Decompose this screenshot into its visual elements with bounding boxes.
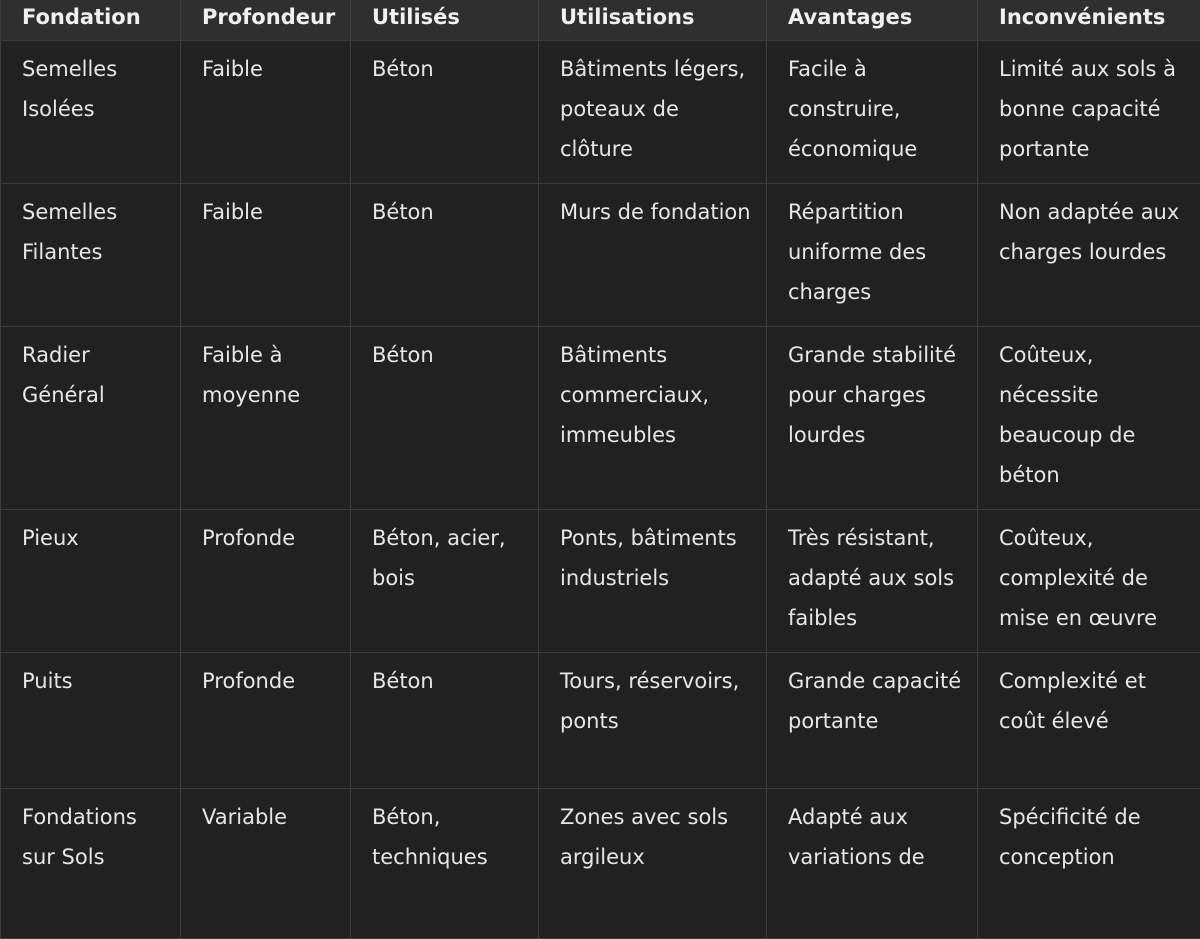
table-cell: Fondations sur Sols (1, 789, 181, 939)
table-cell: Très résistant, adapté aux sols faibles (767, 510, 978, 653)
table-cell: Pieux (1, 510, 181, 653)
table-cell: Répartition uniforme des charges (767, 184, 978, 327)
table-cell: Murs de fondation (539, 184, 767, 327)
table-cell: Bâtiments commerciaux, immeubles (539, 327, 767, 510)
table-cell: Profonde (181, 653, 351, 789)
table-cell: Coûteux, complexité de mise en œuvre (978, 510, 1200, 653)
table-cell: Non adaptée aux charges lourdes (978, 184, 1200, 327)
table-cell: Facile à construire, économique (767, 41, 978, 184)
table-cell: Faible à moyenne (181, 327, 351, 510)
table-cell: Grande capacité portante (767, 653, 978, 789)
table-cell: Semelles Filantes (1, 184, 181, 327)
table-cell: Spécificité de conception (978, 789, 1200, 939)
table-cell: Grande stabilité pour charges lourdes (767, 327, 978, 510)
table-cell: Bâtiments légers, poteaux de clôture (539, 41, 767, 184)
table-cell: Béton (351, 653, 539, 789)
table-cell: Zones avec sols argileux (539, 789, 767, 939)
table-cell: Variable (181, 789, 351, 939)
table-cell: Béton (351, 41, 539, 184)
table-row (1, 789, 1200, 939)
table-header-row (1, 0, 1200, 41)
header-profondeur: Profondeur (181, 0, 351, 41)
header-utilises: Utilisés (351, 0, 539, 41)
table-cell: Adapté aux variations de (767, 789, 978, 939)
table-cell: Béton, acier, bois (351, 510, 539, 653)
table-row (1, 41, 1200, 184)
header-inconvenients: Inconvénients (978, 0, 1200, 41)
table-row (1, 653, 1200, 789)
table-cell: Béton (351, 327, 539, 510)
header-fondation: Fondation (1, 0, 181, 41)
table-row (1, 510, 1200, 653)
table-cell: Béton (351, 184, 539, 327)
table-cell: Puits (1, 653, 181, 789)
table-cell: Tours, réservoirs, ponts (539, 653, 767, 789)
table-cell: Profonde (181, 510, 351, 653)
header-utilisations: Utilisations (539, 0, 767, 41)
table-row (1, 327, 1200, 510)
table-cell: Faible (181, 41, 351, 184)
table-cell: Coûteux, nécessite beaucoup de béton (978, 327, 1200, 510)
table-cell: Faible (181, 184, 351, 327)
table-cell: Radier Général (1, 327, 181, 510)
table-row (1, 184, 1200, 327)
header-avantages: Avantages (767, 0, 978, 41)
table-cell: Semelles Isolées (1, 41, 181, 184)
table-cell: Béton, techniques (351, 789, 539, 939)
table-cell: Complexité et coût élevé (978, 653, 1200, 789)
table-cell: Ponts, bâtiments industriels (539, 510, 767, 653)
table-cell: Limité aux sols à bonne capacité portante (978, 41, 1200, 184)
